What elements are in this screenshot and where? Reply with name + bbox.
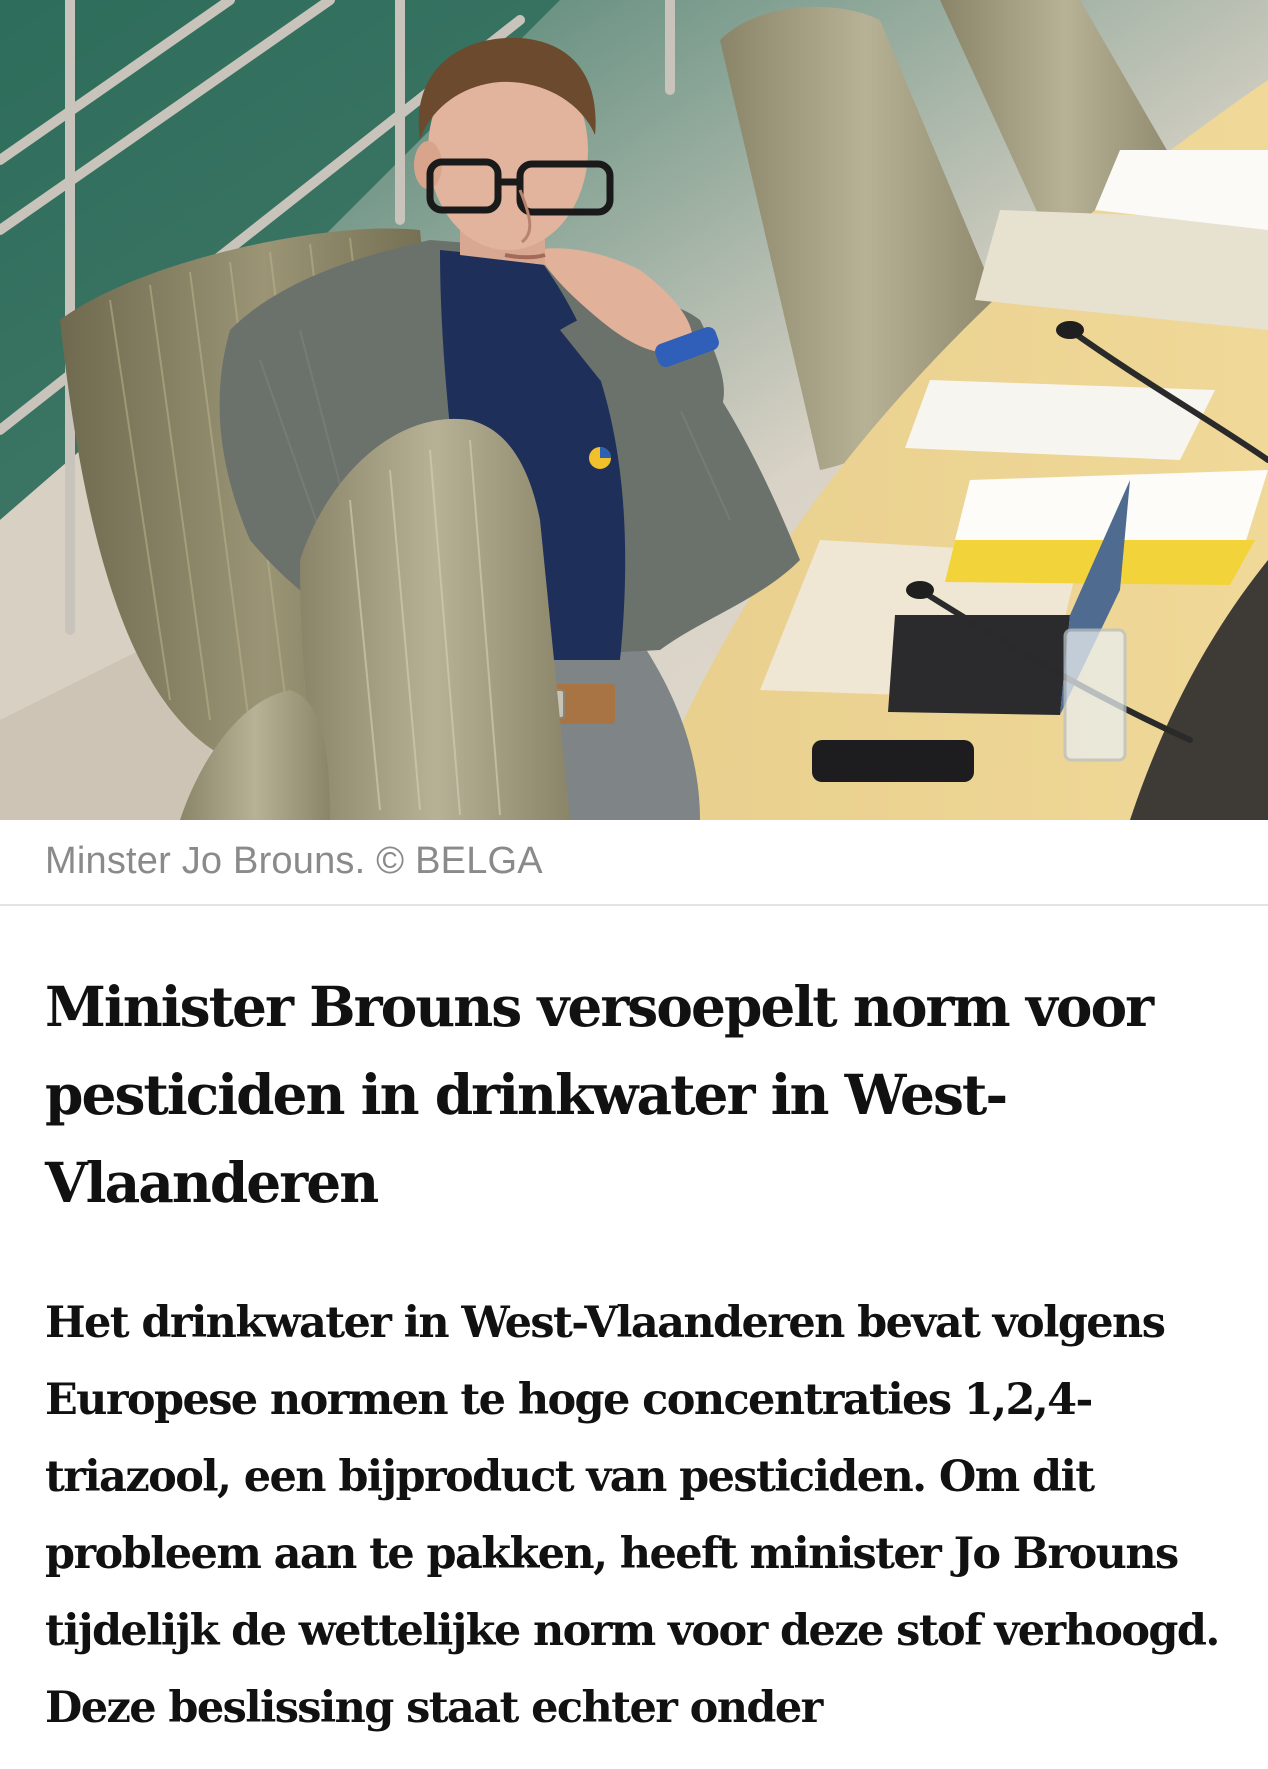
- photo-caption: Minster Jo Brouns. © BELGA: [45, 840, 543, 882]
- hero-photo: [0, 0, 1268, 820]
- caption-bar: [0, 820, 1268, 906]
- hero-photo-illustration: [0, 0, 1268, 820]
- article-headline: Minister Brouns versoepelt norm voor pesticiden in drinkwater in West-Vlaanderen: [45, 974, 1153, 1215]
- article-lead: Het drinkwater in West-Vlaanderen bevat volgens Europese normen te hoge concentraties 1,2,4-triazool, een bijproduct van pesticiden. Om dit probleem aan te pakken, heeft minister Jo Brouns tijdelijk de wettelijke norm voor deze stof verhoogd. Deze beslissing staat echter onder: [45, 1298, 1219, 1733]
